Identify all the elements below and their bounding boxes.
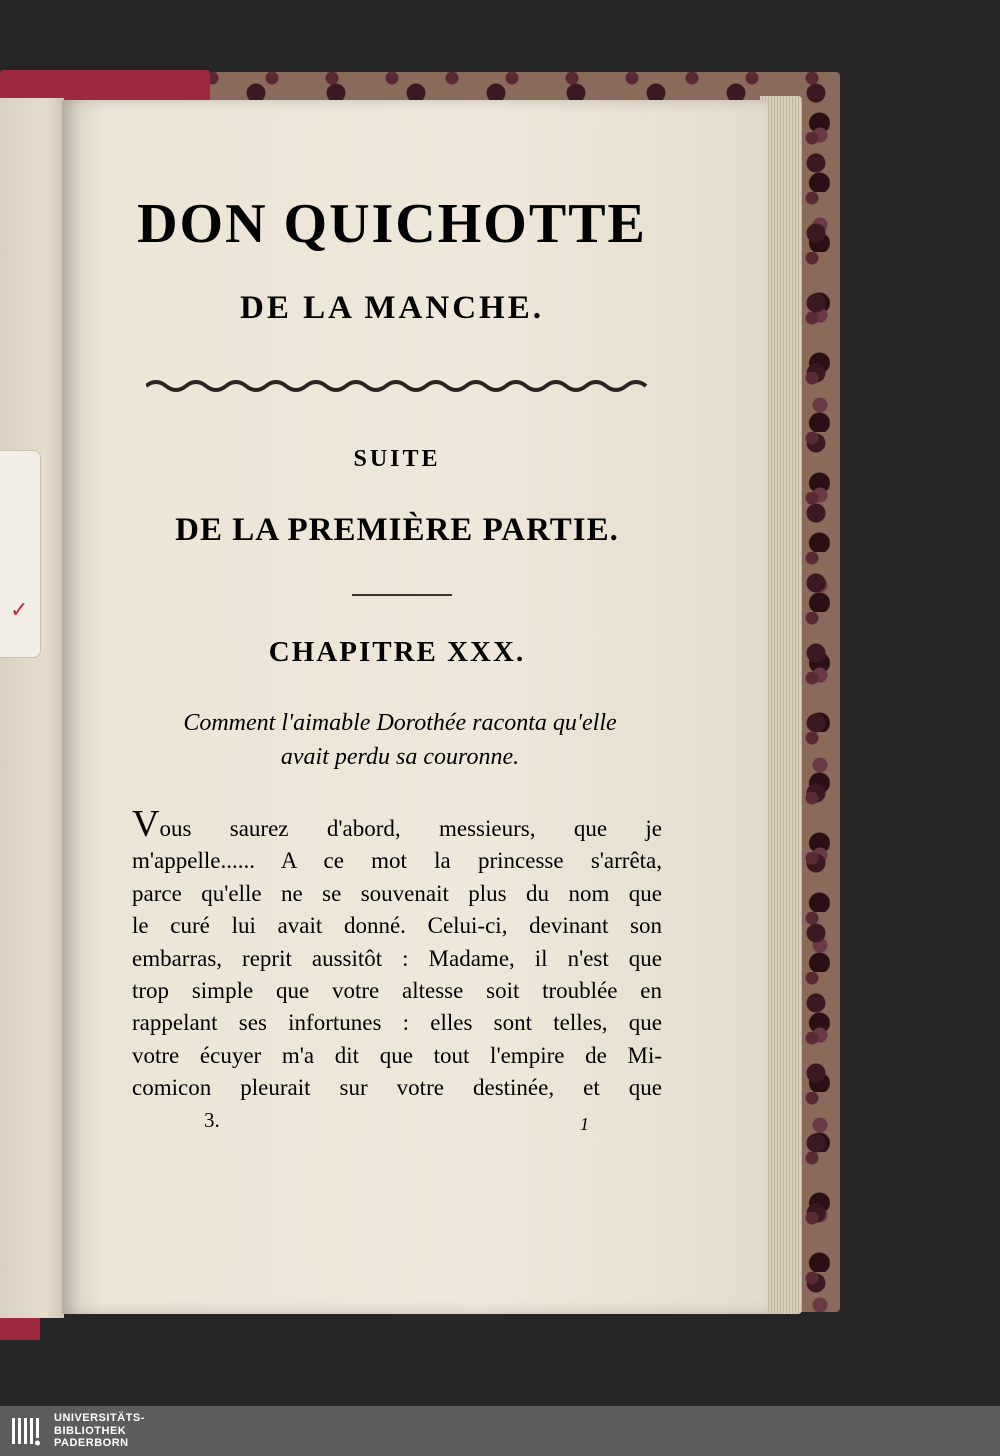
chapter-summary-line: Comment l'aimable Dorothée raconta qu'elle [183,710,617,736]
body-line: comicon pleurait sur votre destinée, et que [132,1075,662,1101]
body-line: trop simple que votre altesse soit troublée en [132,978,662,1004]
footer-bar [0,1406,1000,1456]
signature-mark: 3. [204,1108,220,1132]
red-spine-bottom [0,1316,40,1340]
part-heading: DE LA PREMIÈRE PARTIE. [175,512,619,548]
body-line-text: ous saurez d'abord, messieurs, que je [159,816,662,841]
library-name [54,1412,145,1450]
red-check-mark: ✓ [10,598,29,623]
library-name-line: PADERBORN [54,1437,129,1449]
body-line: embarras, reprit aussitôt : Madame, il n'est que [132,945,662,971]
body-line: parce qu'elle ne se souvenait plus du nom que [132,880,662,906]
divider-rule [352,594,452,596]
body-line: rappelant ses infortunes : elles sont telles, que [132,1010,662,1036]
wave-ornament [146,376,652,396]
book-subtitle: DE LA MANCHE. [240,290,544,326]
body-line: votre écuyer m'a dit que tout l'empire de Mi- [132,1042,662,1068]
library-paper-tag [0,450,41,658]
drop-cap: V [132,803,160,845]
chapter-summary-line: avait perdu sa couronne. [280,744,520,770]
body-line: le curé lui avait donné. Celui-ci, devinant son [132,913,662,939]
suite-heading: SUITE [353,446,441,472]
left-page-edge [0,98,64,1318]
library-logo-icon [10,1414,46,1448]
chapter-heading: CHAPITRE XXX. [268,636,526,668]
body-line: m'appelle...... A ce mot la princesse s'arrêta, [132,848,662,874]
book-title: DON QUICHOTTE [137,193,647,255]
library-name-line: BIBLIOTHEK [54,1424,127,1437]
chapter-summary [120,706,680,774]
body-paragraph [132,803,662,1105]
gathering-mark: 1 [580,1114,589,1134]
body-line [132,803,662,845]
library-name-line: UNIVERSITÄTS- [54,1412,145,1424]
